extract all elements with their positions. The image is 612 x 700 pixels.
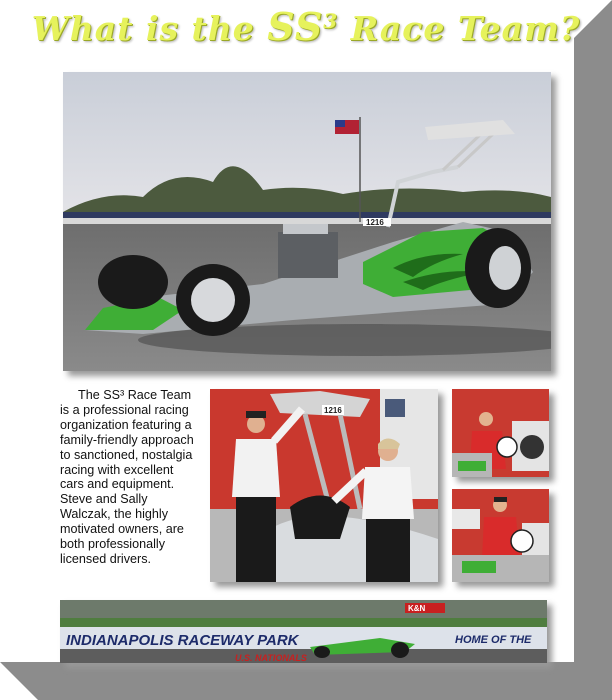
title-sup: 3 <box>323 9 339 33</box>
car-number-2: 1216 <box>324 406 342 415</box>
dragster-photo <box>63 72 551 371</box>
intro-paragraph: The SS³ Race Team is a professional racing organization featuring a family-friendly approach to sanctioned, nostalgia racing with excellent cars and equipment. Steve and Sally Walczak, the highly motivated owners, are both professionally licensed drivers. <box>60 388 194 566</box>
raceway-image <box>60 600 547 663</box>
owners-image <box>210 389 438 582</box>
car-number: 1216 <box>366 218 384 227</box>
title-ss: SS <box>267 4 324 49</box>
page-frame-fold-left <box>0 662 38 700</box>
sponsor-sign: K&N <box>408 604 426 613</box>
raceway-banner: INDIANAPOLIS RACEWAY PARK <box>66 632 299 649</box>
page-title <box>0 4 612 52</box>
owners-photo <box>210 389 438 582</box>
title-part1: What is the <box>31 9 268 48</box>
dragster-image <box>63 72 551 371</box>
raceway-photo <box>60 600 547 663</box>
page-frame-bottom <box>0 662 612 700</box>
steve-image <box>452 389 549 477</box>
sally-image <box>452 489 549 582</box>
raceway-banner-right: HOME OF THE <box>455 634 532 646</box>
page-frame-right <box>574 0 612 700</box>
raceway-banner-bottom: U.S. NATIONALS <box>235 653 307 663</box>
sally-photo <box>452 489 549 582</box>
title-part2: Race Team? <box>338 9 581 48</box>
steve-photo <box>452 389 549 477</box>
